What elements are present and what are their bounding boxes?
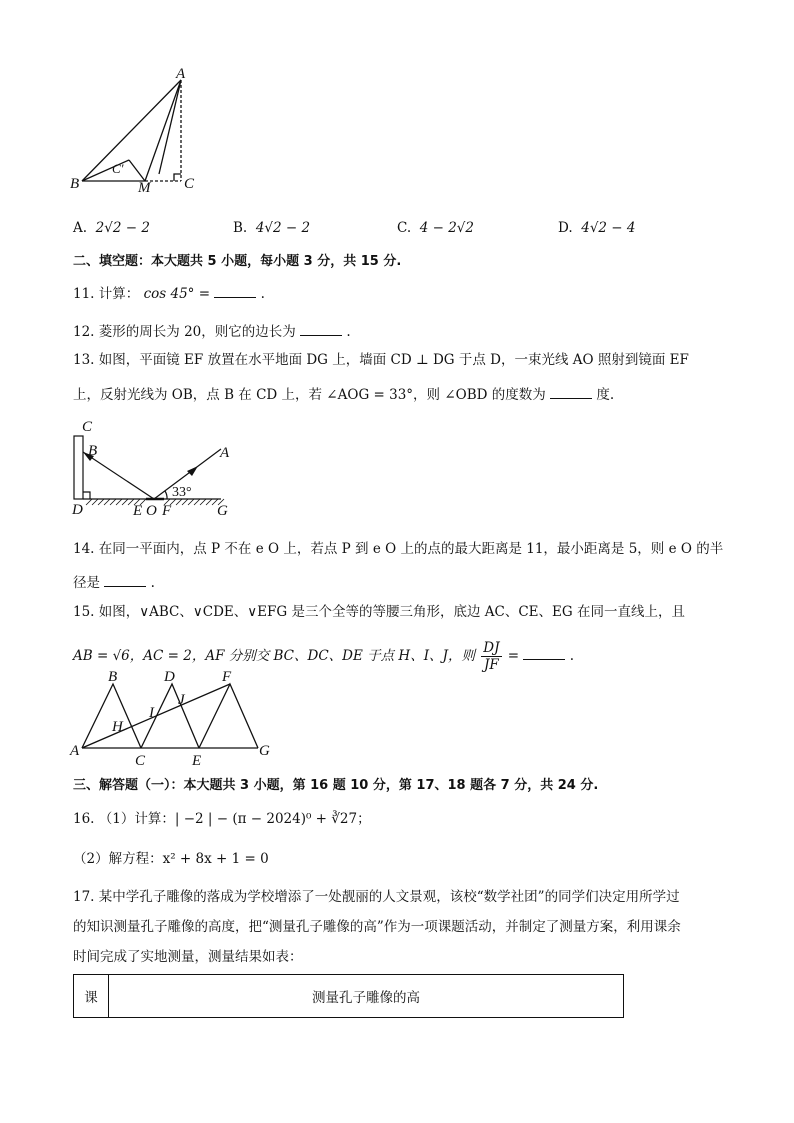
q10-option-b[interactable]: B. 4√2 − 2 xyxy=(233,220,311,236)
q14-answer-blank[interactable] xyxy=(104,572,146,587)
q15-answer-blank[interactable] xyxy=(523,645,565,660)
q15-line2: AB = √6，AC = 2，AF 分别交 BC、DC、DE 于点 H、I、J，则 $\frac{DJ}{JF}$ = . xyxy=(73,640,574,673)
q15-label-H: H xyxy=(112,719,123,735)
q13-label-G: G xyxy=(217,503,228,519)
q10-label-M: M xyxy=(138,180,151,194)
q11-answer-blank[interactable] xyxy=(214,283,256,298)
q11: 11. 计算： cos 45° = . xyxy=(73,283,265,303)
q13-label-O: O xyxy=(146,503,157,519)
table-cell-topic-label: 课 xyxy=(74,975,109,1018)
q13-label-E: E xyxy=(133,503,143,519)
q15-fraction: $\frac{DJ}{JF}$ xyxy=(483,640,500,673)
q15-label-I: I xyxy=(149,705,154,721)
q13-line1: 13. 如图，平面镜 EF 放置在水平地面 DG 上，墙面 CD ⊥ DG 于点 D，一束光线 AO 照射到镜面 EF xyxy=(73,352,689,368)
q17-line1: 17. 某中学孔子雕像的落成为学校增添了一处靓丽的人文景观，该校“数学社团”的同学们决定用所学过 xyxy=(73,889,680,905)
q13-answer-blank[interactable] xyxy=(550,384,592,399)
q15-label-J: J xyxy=(178,692,185,708)
q10-label-C: C xyxy=(184,176,195,192)
q15-label-B: B xyxy=(108,669,118,685)
q17-line3: 时间完成了实地测量，测量结果如表： xyxy=(73,949,303,965)
q15-label-A: A xyxy=(70,743,80,759)
q13-label-D: D xyxy=(72,502,83,518)
q13-label-A: A xyxy=(220,445,230,461)
q10-option-c[interactable]: C. 4 − 2√2 xyxy=(397,220,474,236)
q15-label-C: C xyxy=(135,753,146,769)
q17-table xyxy=(73,974,624,1018)
q16-part1: 16. （1）计算：| −2 | − (π − 2024)⁰ + ∛27； xyxy=(73,811,371,827)
q10-label-A: A xyxy=(176,66,186,82)
q10-option-a[interactable]: A. 2√2 − 2 xyxy=(73,220,150,236)
q10-label-Cprime: C' xyxy=(112,161,124,176)
q15-label-F: F xyxy=(222,669,232,685)
q12: 12. 菱形的周长为 20，则它的边长为 . xyxy=(73,321,351,341)
q13-figure xyxy=(66,414,246,522)
q14-line2: 径是 . xyxy=(73,572,155,592)
q10-figure xyxy=(66,64,206,194)
q13-label-B: B xyxy=(88,443,98,459)
q13-label-F: F xyxy=(162,503,172,519)
q17-line2: 的知识测量孔子雕像的高度，把“测量孔子雕像的高”作为一项课题活动，并制定了测量方案，利用课余 xyxy=(73,919,681,935)
q15-label-D: D xyxy=(164,669,175,685)
section3-heading: 三、解答题（一）：本大题共 3 小题，第 16 题 10 分，第 17、18 题各 7 分，共 24 分. xyxy=(73,778,599,793)
table-row xyxy=(74,975,624,1018)
section2-heading: 二、填空题：本大题共 5 小题，每小题 3 分，共 15 分. xyxy=(73,254,402,269)
q12-answer-blank[interactable] xyxy=(300,321,342,336)
q14-line1: 14. 在同一平面内，点 P 不在 e O 上，若点 P 到 e O 上的点的最大距离是 11，最小距离是 5，则 e O 的半 xyxy=(73,541,724,557)
q15-label-E: E xyxy=(192,753,202,769)
q16-part2: （2）解方程：x² + 8x + 1 = 0 xyxy=(73,851,269,867)
q15-label-G: G xyxy=(259,743,270,759)
q13-line2: 上，反射光线为 OB，点 B 在 CD 上，若 ∠AOG = 33°，则 ∠OBD 的度数为 度. xyxy=(73,384,614,404)
q13-label-C: C xyxy=(82,419,93,435)
q10-label-B: B xyxy=(70,176,80,192)
q15-line1: 15. 如图，∨ABC、∨CDE、∨EFG 是三个全等的等腰三角形，底边 AC、CE、EG 在同一直线上，且 xyxy=(73,604,685,620)
q13-angle-label: 33° xyxy=(172,485,192,500)
table-cell-topic-value: 测量孔子雕像的高 xyxy=(109,975,624,1018)
q15-figure xyxy=(66,664,276,770)
q10-option-d[interactable]: D. 4√2 − 4 xyxy=(558,220,636,236)
